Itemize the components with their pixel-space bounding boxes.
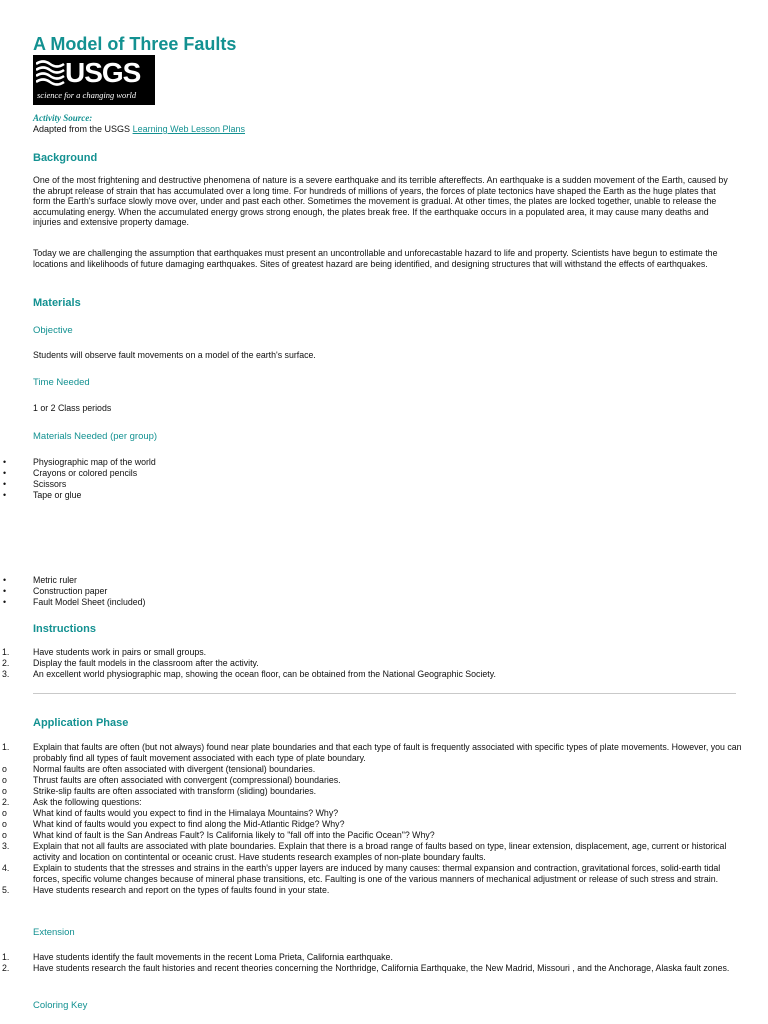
list-item: • Fault Model Sheet (included) bbox=[3, 597, 146, 607]
list-item: o What kind of faults would you expect to find in the Himalaya Mountains? Why? bbox=[2, 808, 339, 818]
logo-wordmark: USGS bbox=[65, 57, 141, 88]
objective-text: Students will observe fault movements on a model of the earth's surface. bbox=[33, 350, 316, 360]
list-item: 2. Have students research the fault histories and recent theories concerning the Northridge, California Earthquake, the New Madrid, Missouri , and the Anchorage, Alaska fault zones. bbox=[2, 963, 730, 973]
activity-source-label: Activity Source: bbox=[33, 113, 93, 123]
page-title: A Model of Three Faults bbox=[33, 34, 237, 54]
coloring-key-heading: Coloring Key bbox=[33, 1000, 88, 1011]
list-item: • Crayons or colored pencils bbox=[3, 468, 138, 478]
activity-source-prefix: Adapted from the USGS bbox=[33, 124, 131, 134]
activity-source-line bbox=[33, 124, 245, 134]
extension-heading: Extension bbox=[33, 927, 75, 938]
list-item: 2. Display the fault models in the classroom after the activity. bbox=[2, 658, 259, 668]
instructions-list bbox=[0, 647, 745, 680]
list-item: 5. Have students research and report on the types of faults found in your state. bbox=[2, 885, 330, 895]
list-item: • Tape or glue bbox=[3, 490, 82, 500]
section-divider bbox=[33, 693, 736, 694]
background-paragraph-1: One of the most frightening and destructive phenomena of nature is a severe earthquake and its terrible aftereffects. An earthquake is a sudden movement of the Earth, caused by the abrupt release of strain that has accumulated over a long time. For hundreds of millions of years, the forces of plate tectonics have shaped the Earth as the huge plates that form the Earth's surface slowly move over, under and past each other. Sometimes the movement is gradual. At other times, the plates are locked together, unable to release the accumulating energy. When the accumulated energy grows strong enough, the plates break free. If the earthquake occurs in a populated area, it may cause many deaths and injuries and extensive property damage. bbox=[33, 175, 728, 227]
list-item: 3. Explain that not all faults are associated with plate boundaries. Explain that there is a broad range of faults based on type, linear extension, displacement, age, current or historical activity and location on contintental or oceanic crust. Have students research examples of non-plate boundary faults. bbox=[2, 841, 727, 862]
list-item: 1. Have students work in pairs or small groups. bbox=[2, 647, 207, 657]
list-item: 1. Explain that faults are often (but not always) found near plate boundaries and that each type of fault is frequently associated with specific types of plate movements. However, you can probably find all types of fault movement associated with each type of plate boundary. bbox=[2, 742, 742, 763]
list-item: o Strike-slip faults are often associated with transform (sliding) boundaries. bbox=[2, 786, 317, 796]
list-item: o What kind of faults would you expect to find along the Mid-Atlantic Ridge? Why? bbox=[2, 819, 345, 829]
list-item: o What kind of fault is the San Andreas Fault? Is California likely to "fall off into the Pacific Ocean"? Why? bbox=[2, 830, 435, 840]
list-item: • Construction paper bbox=[3, 586, 108, 596]
materials-list-a bbox=[0, 457, 745, 501]
list-item: • Metric ruler bbox=[3, 575, 77, 585]
learning-web-link[interactable]: Learning Web Lesson Plans bbox=[132, 124, 245, 134]
time-needed-text: 1 or 2 Class periods bbox=[33, 403, 112, 413]
usgs-logo bbox=[33, 55, 155, 105]
objective-heading: Objective bbox=[33, 325, 73, 336]
usgs-wave-icon bbox=[36, 58, 66, 88]
application-phase-heading: Application Phase bbox=[33, 717, 129, 729]
background-heading: Background bbox=[33, 152, 98, 164]
list-item: • Physiographic map of the world bbox=[3, 457, 156, 467]
background-paragraph-2: Today we are challenging the assumption that earthquakes must present an uncontrollable and unforecastable hazard to life and property. Scientists have begun to estimate the locations and likelihoods of future damaging earthquakes. Sites of greatest hazard are being identified, and designing structures that will withstand the effects of earthquakes. bbox=[33, 248, 718, 269]
materials-list-b bbox=[0, 575, 745, 608]
list-item: o Normal faults are often associated with divergent (tensional) boundaries. bbox=[2, 764, 316, 774]
list-item: • Scissors bbox=[3, 479, 67, 489]
materials-needed-heading: Materials Needed (per group) bbox=[33, 431, 158, 442]
logo-tagline: science for a changing world bbox=[37, 90, 137, 100]
time-needed-heading: Time Needed bbox=[33, 377, 90, 388]
list-item: 1. Have students identify the fault movements in the recent Loma Prieta, California earthquake. bbox=[2, 952, 393, 962]
list-item: 3. An excellent world physiographic map, showing the ocean floor, can be obtained from the National Geographic Society. bbox=[2, 669, 496, 679]
list-item: 4. Explain to students that the stresses and strains in the earth's upper layers are induced by many causes: thermal expansion and contraction, gravitational forces, solid-earth tidal forces, specific volume changes because of mineral phase transitions, etc. Faulting is one of the various manners of mechanical adjustment or release of such stress and strain. bbox=[2, 863, 721, 884]
list-item: 2. Ask the following questions: bbox=[2, 797, 142, 807]
application-list bbox=[0, 742, 745, 896]
extension-list bbox=[0, 952, 745, 974]
list-item: o Thrust faults are often associated with convergent (compressional) boundaries. bbox=[2, 775, 341, 785]
instructions-heading: Instructions bbox=[33, 623, 96, 635]
materials-heading: Materials bbox=[33, 297, 81, 309]
